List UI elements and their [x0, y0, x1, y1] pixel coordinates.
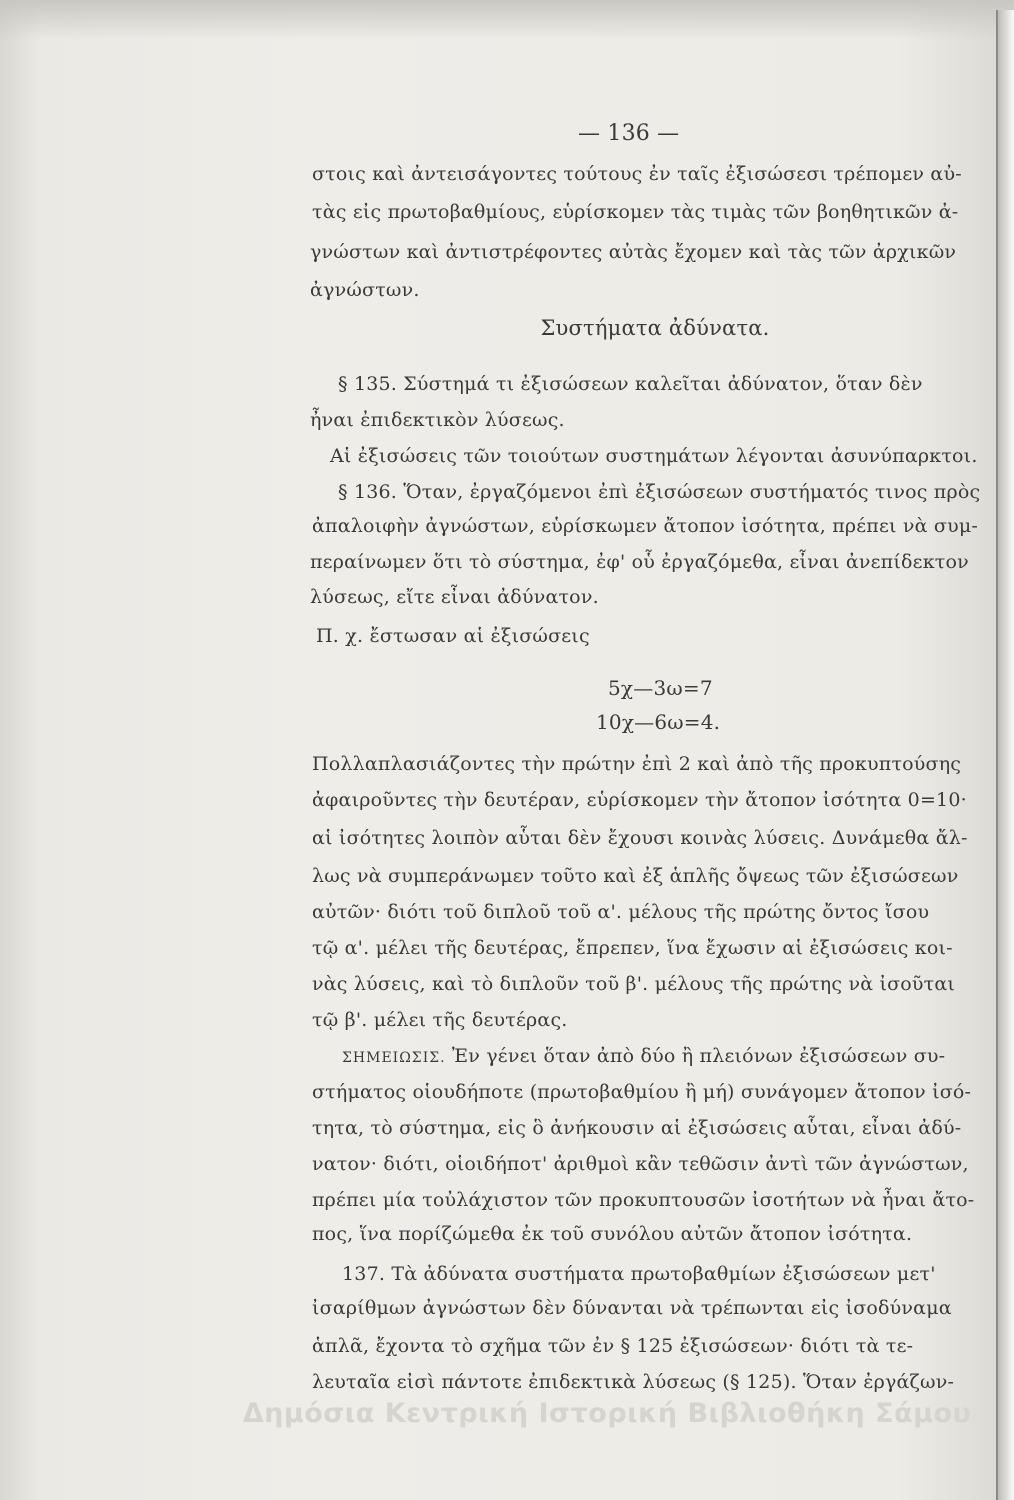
section-heading: Συστήματα ἀδύνατα. — [540, 316, 770, 340]
text-line: πος, ἵνα πορίζώμεθα ἐκ τοῦ συνόλου αὐτῶν ἄτοπον ἰσότητα. — [312, 1223, 913, 1245]
text-line: ἀγνώστων. — [310, 279, 420, 301]
text-line: νατον· διότι, οἱοιδήποτ' ἀριθμοὶ κἂν τεθῶσιν ἀντὶ τῶν ἀγνώστων, — [312, 1153, 969, 1175]
text-line: λύσεως, εἴτε εἶναι ἀδύνατον. — [310, 586, 599, 608]
equation-1: 5χ—3ω=7 — [608, 676, 713, 700]
text-line: περαίνωμεν ὅτι τὸ σύστημα, ἐφ' οὗ ἐργαζόμεθα, εἶναι ἀνεπίδεκτον — [310, 551, 969, 573]
text-line: ἁπλᾶ, ἔχοντα τὸ σχῆμα τῶν ἐν § 125 ἐξισώσεων· διότι τὰ τε- — [312, 1335, 914, 1357]
text-line: 137. Τὰ ἀδύνατα συστήματα πρωτοβαθμίων ἐξισώσεων μετ' — [342, 1263, 936, 1285]
text-line: τῷ β'. μέλει τῆς δευτέρας. — [312, 1009, 568, 1031]
equation-2: 10χ—6ω=4. — [596, 710, 721, 734]
text-line: γνώστων καὶ ἀντιστρέφοντες αὐτὰς ἔχομεν καὶ τὰς τῶν ἀρχικῶν — [310, 241, 957, 263]
page-number: — 136 — — [578, 121, 680, 146]
library-watermark: Δημόσια Κεντρική Ιστορική Βιβλιοθήκη Σάμου — [242, 1398, 972, 1429]
text-line: ἦναι ἐπιδεκτικὸν λύσεως. — [310, 409, 565, 431]
note-line — [342, 1040, 1014, 1075]
note-text: Ἐν γένει ὅταν ἀπὸ δύο ἢ πλειόνων ἐξισώσεων συ- — [445, 1045, 946, 1067]
text-line: νὰς λύσεις, καὶ τὸ διπλοῦν τοῦ β'. μέλους τῆς πρώτης νὰ ἰσοῦται — [312, 973, 956, 995]
text-line: λως νὰ συμπεράνωμεν τοῦτο καὶ ἐξ ἁπλῆς ὄψεως τῶν ἐξισώσεων — [312, 865, 959, 887]
note-label: ΣΗΜΕΙΩΣΙΣ. — [342, 1050, 446, 1066]
text-line: § 136. Ὅταν, ἐργαζόμενοι ἐπὶ ἐξισώσεων συστήματός τινος πρὸς — [338, 481, 981, 503]
text-line: Αἱ ἐξισώσεις τῶν τοιούτων συστημάτων λέγονται ἀσυνύπαρκτοι. — [330, 445, 978, 467]
text-line: αἱ ἰσότητες λοιπὸν αὗται δὲν ἔχουσι κοινὰς λύσεις. Δυνάμεθα ἄλ- — [312, 827, 968, 849]
text-line: τητα, τὸ σύστημα, εἰς ὃ ἀνήκουσιν αἱ ἐξισώσεις αὗται, εἶναι ἀδύ- — [312, 1117, 962, 1139]
text-line: τὰς εἰς πρωτοβαθμίους, εὑρίσκομεν τὰς τιμὰς τῶν βοηθητικῶν ἀ- — [312, 201, 959, 223]
text-line: στήματος οἱουδήποτε (πρωτοβαθμίου ἢ μή) συνάγομεν ἄτοπον ἰσό- — [312, 1081, 972, 1103]
text-line: αὐτῶν· διότι τοῦ διπλοῦ τοῦ α'. μέλους τῆς πρώτης ὄντος ἴσου — [312, 901, 930, 923]
text-line: στοις καὶ ἀντεισάγοντες τούτους ἐν ταῖς ἐξισώσεσι τρέπομεν αὐ- — [312, 163, 962, 185]
text-line: ἀπαλοιφὴν ἀγνώστων, εὑρίσκωμεν ἄτοπον ἰσότητα, πρέπει νὰ συμ- — [312, 515, 979, 537]
text-line: πρέπει μία τοὐλάχιστον τῶν προκυπτουσῶν ἰσοτήτων νὰ ἦναι ἄτο- — [312, 1189, 975, 1211]
text-line: τῷ α'. μέλει τῆς δευτέρας, ἔπρεπεν, ἵνα ἔχωσιν αἱ ἐξισώσεις κοι- — [312, 937, 953, 959]
page-text-area — [310, 0, 1000, 1500]
text-line: ἰσαρίθμων ἀγνώστων δὲν δύνανται νὰ τρέπωνται εἰς ἰσοδύναμα — [312, 1297, 952, 1319]
text-line: Πολλαπλασιάζοντες τὴν πρώτην ἐπὶ 2 καὶ ἀπὸ τῆς προκυπτούσης — [312, 753, 962, 775]
text-line: Π. χ. ἔστωσαν αἱ ἐξισώσεις — [316, 625, 590, 647]
text-line: § 135. Σύστημά τι ἐξισώσεων καλεῖται ἀδύνατον, ὅταν δὲν — [338, 373, 923, 395]
text-line: ἀφαιροῦντες τὴν δευτέραν, εὑρίσκομεν τὴν ἄτοπον ἰσότητα 0=10· — [312, 789, 967, 811]
text-line: λευταῖα εἰσὶ πάντοτε ἐπιδεκτικὰ λύσεως (§ 125). Ὅταν ἐργάζων- — [312, 1371, 955, 1393]
